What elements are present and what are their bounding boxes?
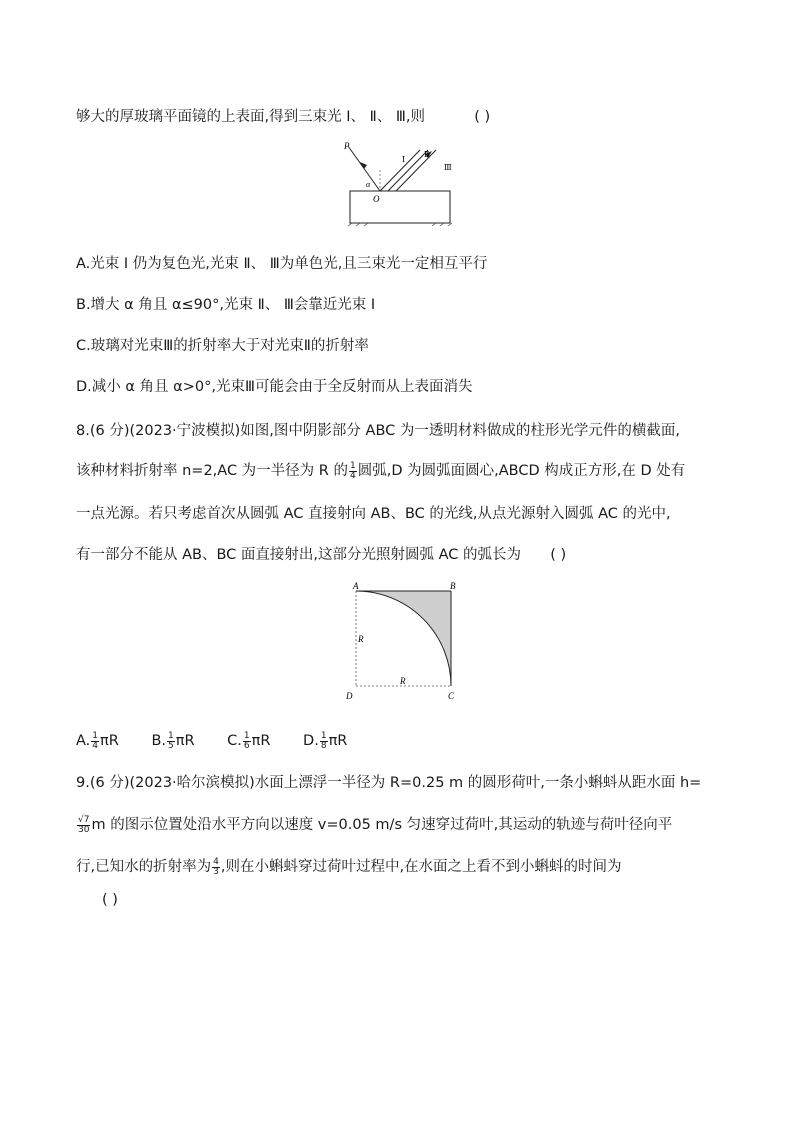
q8-line-3: 一点光源。若只考虑首次从圆弧 AC 直接射向 AB、BC 的光线,从点光源射入圆弧 AC 的光中,: [76, 506, 671, 522]
q9-line-3b: ,则在小蝌蚪穿过荷叶过程中,在水面之上看不到小蝌蚪的时间为: [220, 859, 622, 875]
label-beam1: Ⅰ: [402, 155, 406, 164]
q9-index-fraction: $\frac{4}{3}$: [213, 856, 219, 877]
glass-block: [350, 191, 450, 223]
q8-option-a: A. $\frac{1}{4}$ πR: [76, 730, 119, 751]
q7-stem: [76, 107, 490, 127]
q8-answer-paren: ( ): [550, 547, 567, 563]
q7-option-c: C.玻璃对光束Ⅲ的折射率大于对光束Ⅱ的折射率: [76, 338, 369, 354]
label-beam3: Ⅲ: [444, 163, 452, 172]
q8-figure: [340, 580, 470, 706]
q7-answer-paren: ( ): [474, 109, 491, 125]
q9-line-2-text: m 的图示位置处沿水平方向以速度 v=0.05 m/s 匀速穿过荷叶,其运动的轨迹与荷叶径向平: [91, 817, 673, 833]
q7-figure: [340, 140, 460, 226]
q8-line-2b: 圆弧,D 为圆弧面圆心,ABCD 构成正方形,在 D 处有: [357, 463, 686, 479]
label-A: A: [353, 581, 359, 591]
q8-quarter-fraction: $\frac{1}{4}$: [349, 460, 356, 481]
beam-2: [388, 150, 428, 191]
q8-options: [76, 731, 375, 751]
label-R-left: R: [358, 634, 364, 644]
incident-arrow: [360, 162, 367, 169]
label-beam2: Ⅱ: [424, 150, 430, 159]
q7-option-b: B.增大 α 角且 α≤90°,光束 Ⅱ、 Ⅲ会靠近光束 Ⅰ: [76, 297, 376, 313]
q8-line-2: [76, 461, 685, 481]
label-O: O: [373, 194, 380, 204]
q8-option-b: B. $\frac{1}{5}$ πR: [151, 730, 195, 751]
q7-option-a: A.光束 Ⅰ 仍为复色光,光束 Ⅱ、 Ⅲ为单色光,且三束光一定相互平行: [76, 256, 488, 272]
label-B: B: [450, 581, 456, 591]
q9-answer-paren: ( ): [102, 892, 118, 908]
label-D: D: [346, 691, 353, 701]
shaded-region: [356, 591, 451, 686]
q8-option-d: D. $\frac{1}{8}$ πR: [303, 730, 348, 751]
q8-option-c: C. $\frac{1}{6}$ πR: [227, 730, 271, 751]
q8-line-4-text: 有一部分不能从 AB、BC 面直接射出,这部分光照射圆弧 AC 的弧长为: [76, 547, 522, 563]
q7-stem-text: 够大的厚玻璃平面镜的上表面,得到三束光 Ⅰ、 Ⅱ、 Ⅲ,则: [76, 109, 425, 125]
q9-line-2: [76, 815, 672, 835]
q9-line-3a: 行,已知水的折射率为: [76, 859, 212, 875]
q8-line-1: 8.(6 分)(2023·宁波模拟)如图,图中阴影部分 ABC 为一透明材料做成的柱形光学元件的横截面,: [76, 423, 680, 439]
q8-line-2a: 该种材料折射率 n=2,AC 为一半径为 R 的: [76, 463, 348, 479]
q7-option-d: D.减小 α 角且 α>0°,光束Ⅲ可能会由于全反射而从上表面消失: [76, 379, 473, 395]
q9-line-1: 9.(6 分)(2023·哈尔滨模拟)水面上漂浮一半径为 R=0.25 m 的圆形荷叶,一条小蝌蚪从距水面 h=: [76, 775, 702, 791]
q8-line-4: [76, 545, 566, 565]
label-C: C: [448, 691, 455, 701]
label-alpha: α: [366, 180, 371, 189]
label-R-bottom: R: [400, 676, 406, 686]
q9-h-fraction: $\frac{√7}{30}$: [78, 814, 90, 835]
beam-1: [380, 150, 420, 191]
q9-line-3: [76, 857, 622, 877]
label-P: P: [344, 141, 350, 151]
